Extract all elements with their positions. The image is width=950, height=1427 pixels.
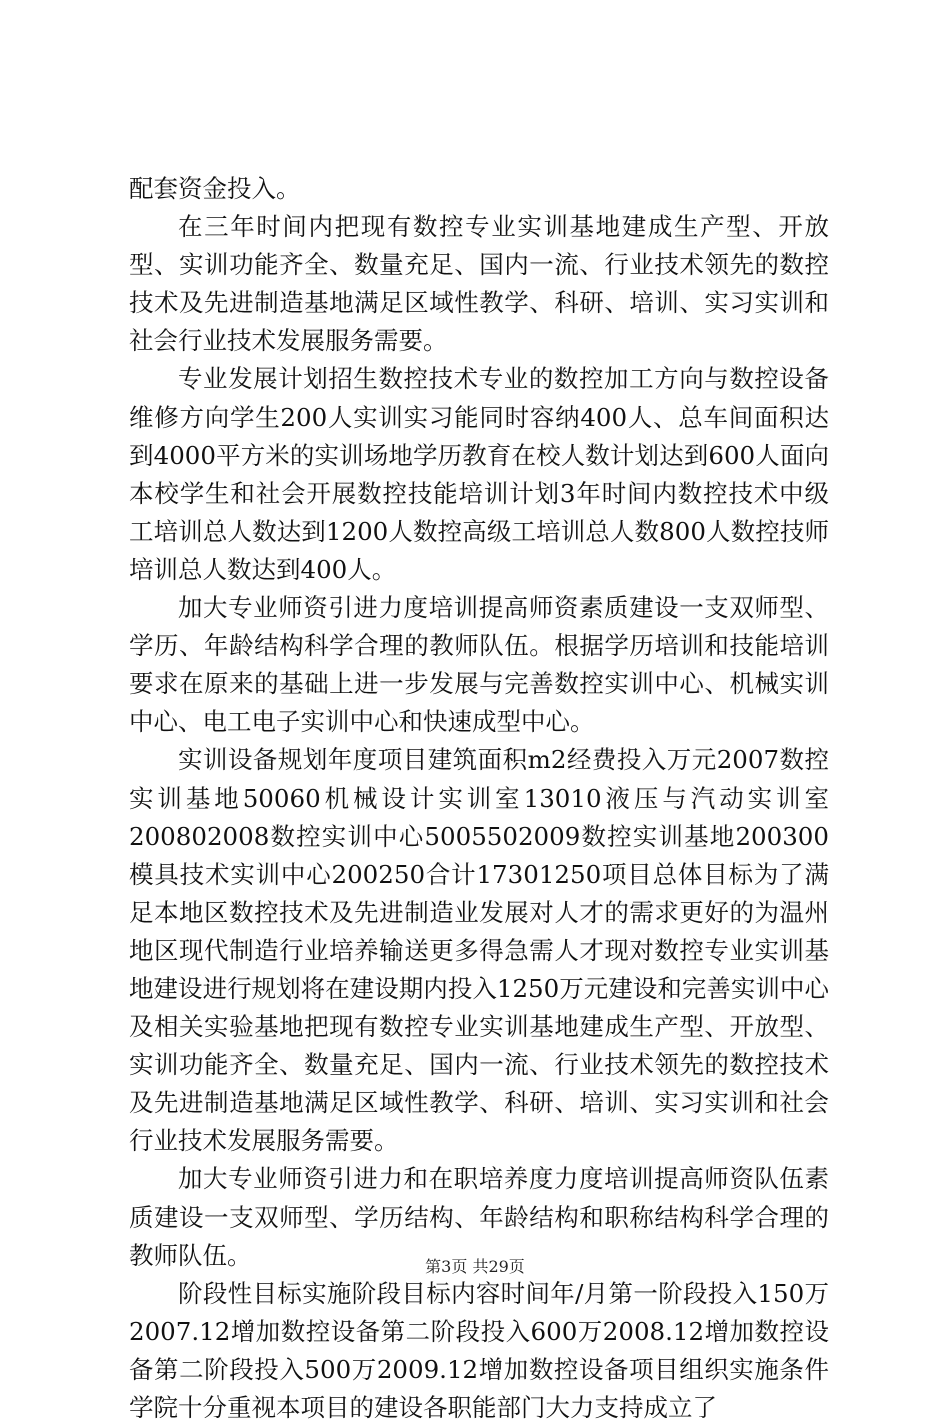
paragraph-faculty: 加大专业师资引进力度培训提高师资素质建设一支双师型、学历、年龄结构科学合理的教师队伍。根据学历培训和技能培训要求在原来的基础上进一步发展与完善数控实训中心、机械实训中心、电工电子实训中心和快速成型中心。 — [129, 593, 829, 737]
paragraph-continuation: 配套资金投入。 — [129, 174, 301, 203]
paragraph-faculty-training: 加大专业师资引进力和在职培养度力度培训提高师资队伍素质建设一支双师型、学历结构、年龄结构和职称结构科学合理的教师队伍。 — [129, 1164, 829, 1270]
page-footer: 第3页 共29页 — [425, 1257, 525, 1276]
paragraph-development-plan: 专业发展计划招生数控技术专业的数控加工方向与数控设备维修方向学生200人实训实习能同时容纳400人、总车间面积达到4000平方米的实训场地学历教育在校人数计划达到600人面向本校学生和社会开展数控技能培训计划3年时间内数控技术中级工培训总人数达到1200人数控高级工培训总人数800人数控技师培训总人数达到400人。 — [129, 364, 829, 584]
document-body — [129, 170, 829, 1427]
paragraph-phased-goals: 阶段性目标实施阶段目标内容时间年/月第一阶段投入150万2007.12增加数控设备第二阶段投入600万2008.12增加数控设备第二阶段投入500万2009.12增加数控设备项目组织实施条件学院十分重视本项目的建设各职能部门大力支持成立了 — [129, 1278, 829, 1422]
paragraph-training-base-goal: 在三年时间内把现有数控专业实训基地建成生产型、开放型、实训功能齐全、数量充足、国内一流、行业技术领先的数控技术及先进制造基地满足区域性教学、科研、培训、实习实训和社会行业技术发展服务需要。 — [129, 212, 829, 356]
paragraph-equipment-plan: 实训设备规划年度项目建筑面积m2经费投入万元2007数控实训基地50060机械设计实训室13010液压与汽动实训室200802008数控实训中心5005502009数控实训基地200300模具技术实训中心200250合计17301250项目总体目标为了满足本地区数控技术及先进制造业发展对人才的需求更好的为温州地区现代制造行业培养输送更多得急需人才现对数控专业实训基地建设进行规划将在建设期内投入1250万元建设和完善实训中心及相关实验基地把现有数控专业实训基地建成生产型、开放型、实训功能齐全、数量充足、国内一流、行业技术领先的数控技术及先进制造基地满足区域性教学、科研、培训、实习实训和社会行业技术发展服务需要。 — [129, 745, 829, 1156]
